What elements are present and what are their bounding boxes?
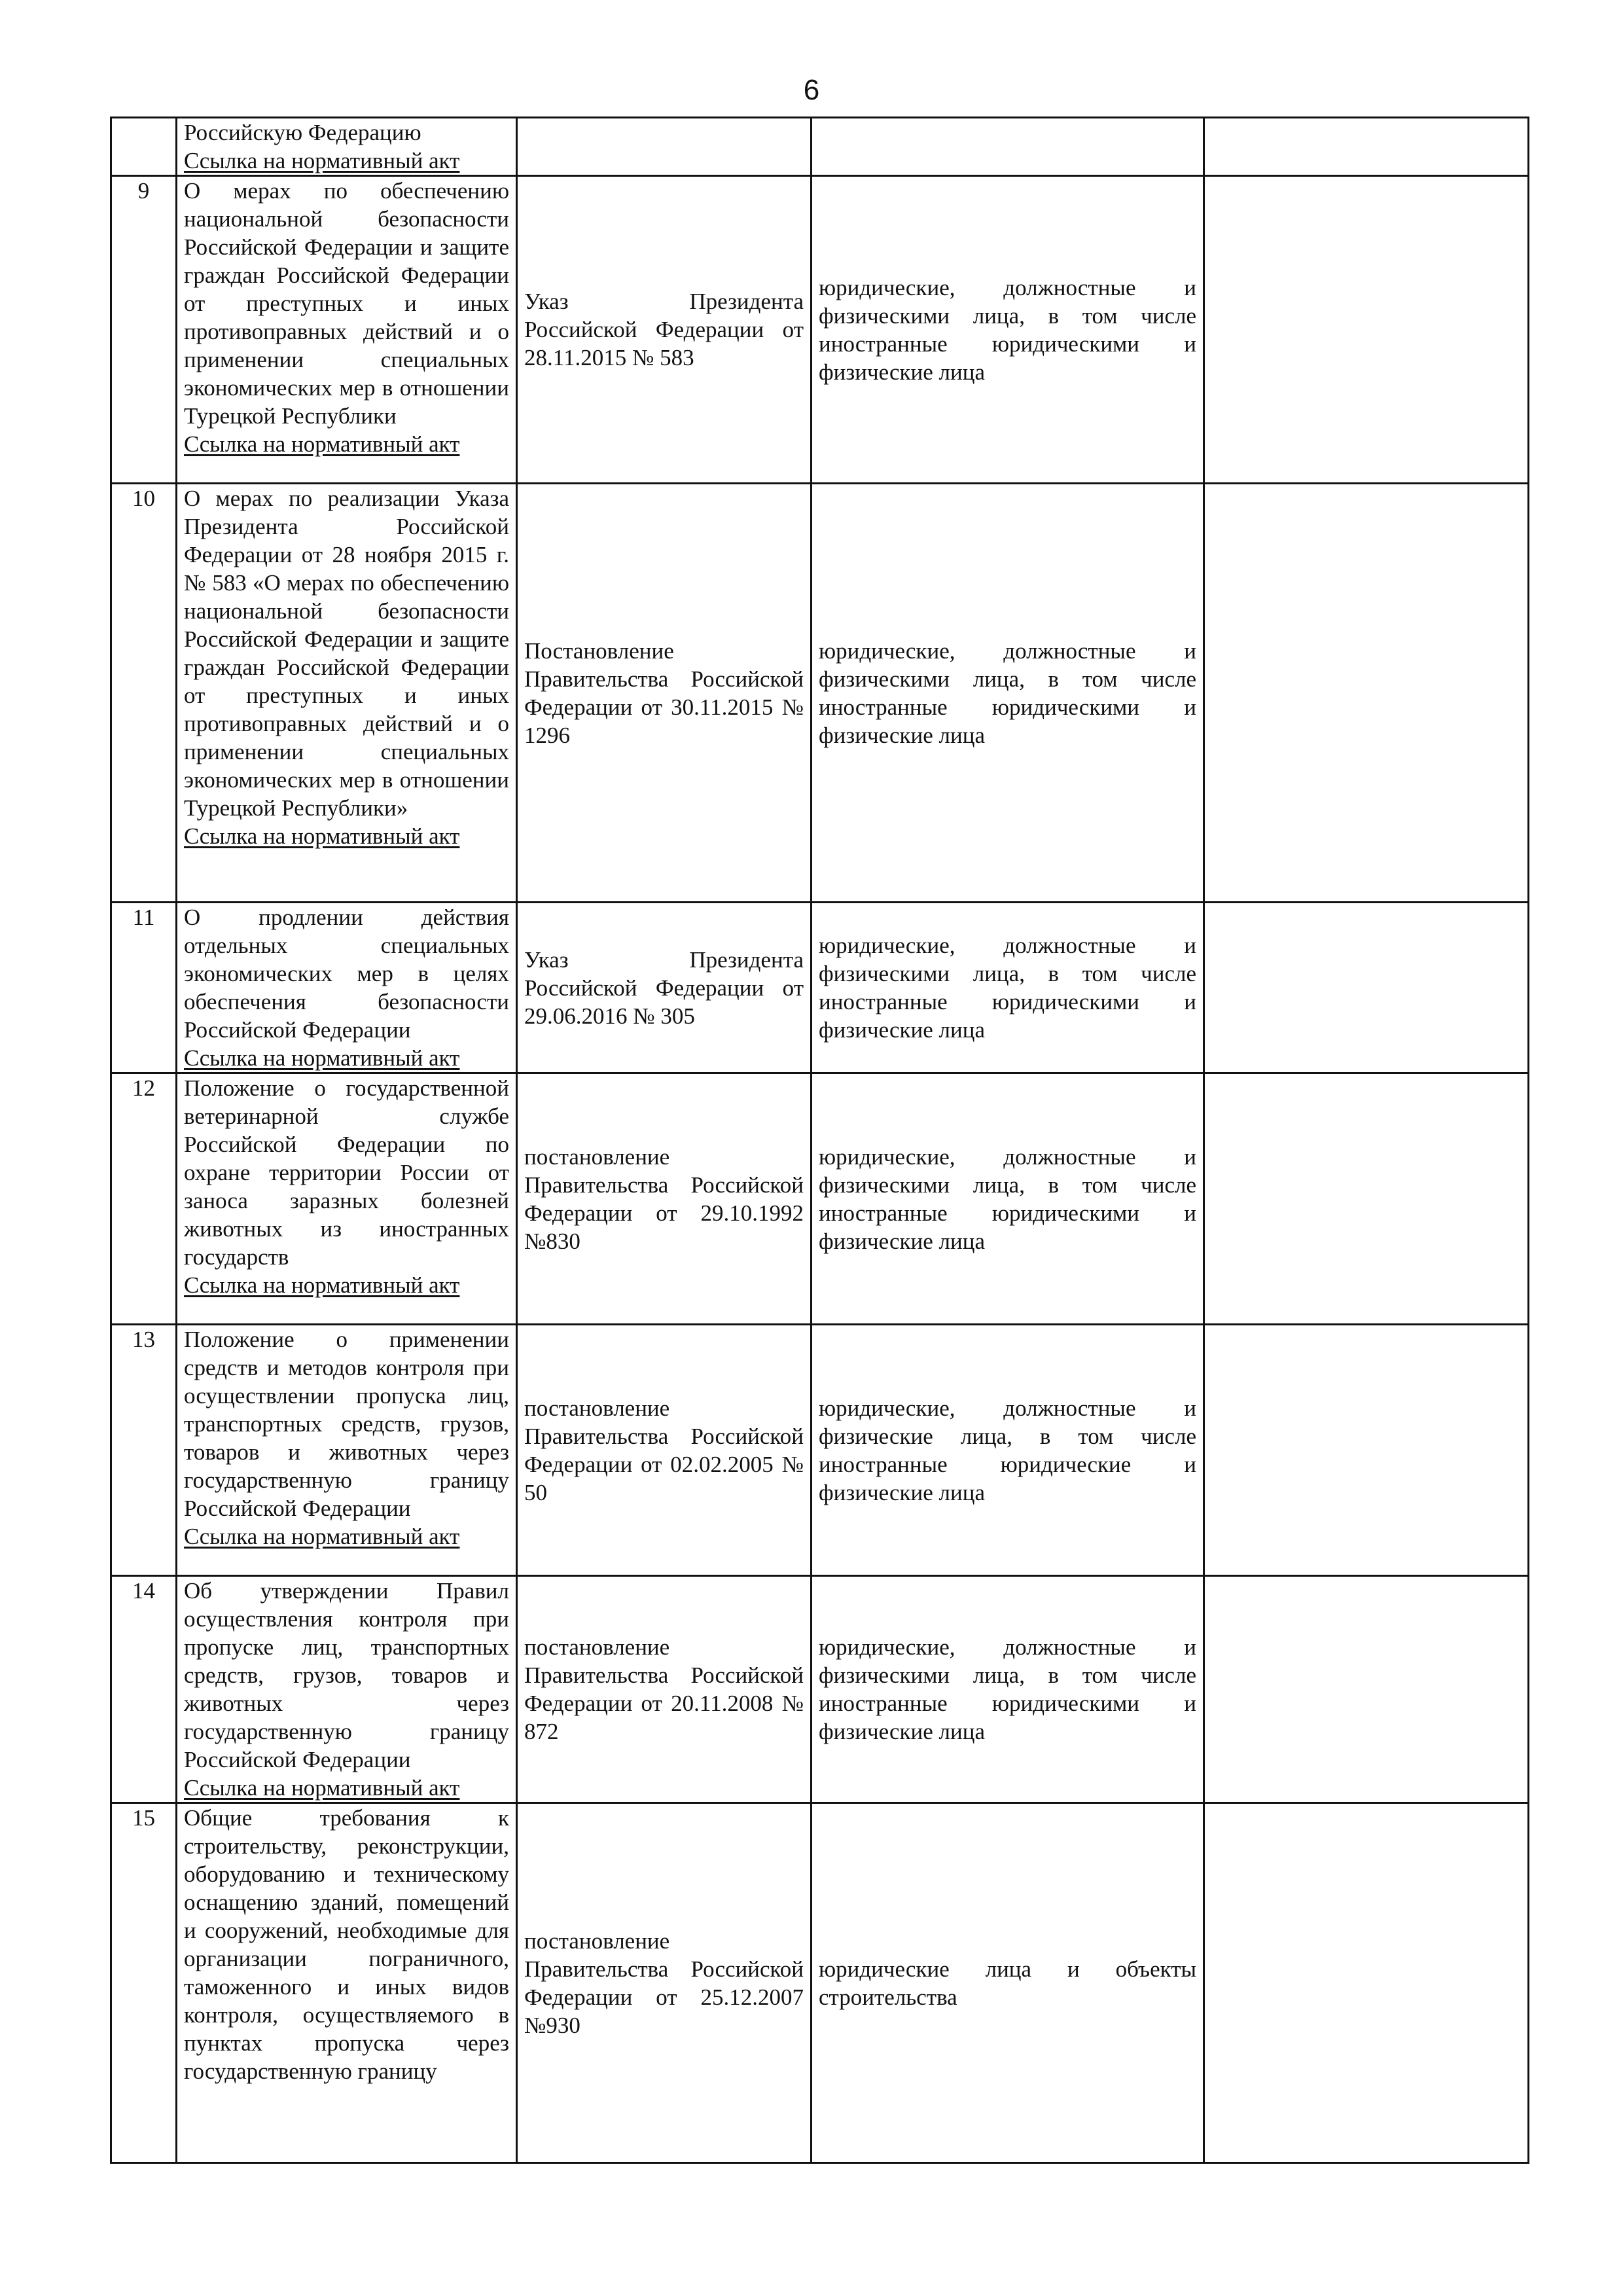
row-number: 12 (111, 1073, 177, 1325)
act-title: О мерах по реализации Указа Президента Российской Федерации от 28 ноября 2015 г. № 583 «О мерах по обеспечению национальной безопасности Российской Федерации и защите граждан Российской Федерации от преступных и иных противоправных действий и о применении специальных экономических мер в отношении Турецкой Республики» (184, 486, 509, 821)
subjects-cell: юридические, должностные и физическими лица, в том числе иностранные юридическими и физические лица (812, 1576, 1204, 1803)
act-title: Об утверждении Правил осуществления контроля при пропуске лиц, транспортных средств, грузов, товаров и животных через государственную границу Российской Федерации (184, 1578, 509, 1772)
subjects-cell: юридические лица и объекты строительства (812, 1803, 1204, 2163)
table-row (111, 1073, 1529, 1325)
act-title-cell (177, 484, 517, 903)
act-reference: постановление Правительства Российской Федерации от 20.11.2008 № 872 (517, 1576, 812, 1803)
table-row (111, 484, 1529, 903)
act-reference: Постановление Правительства Российской Федерации от 30.11.2015 № 1296 (517, 484, 812, 903)
subjects-cell: юридические, должностные и физическими лица, в том числе иностранные юридическими и физические лица (812, 903, 1204, 1073)
act-reference: постановление Правительства Российской Федерации от 02.02.2005 № 50 (517, 1325, 812, 1576)
empty-cell (1204, 1073, 1529, 1325)
row-number: 9 (111, 176, 177, 484)
table-row (111, 118, 1529, 176)
empty-cell (1204, 118, 1529, 176)
row-number: 11 (111, 903, 177, 1073)
act-title-cell (177, 1073, 517, 1325)
empty-cell (1204, 1803, 1529, 2163)
act-title-cell (177, 903, 517, 1073)
page-number: 6 (803, 74, 820, 106)
act-title: О мерах по обеспечению национальной безопасности Российской Федерации и защите граждан Российской Федерации от преступных и иных противоправных действий и о применении специальных экономических мер в отношении Турецкой Республики (184, 178, 509, 429)
subjects-cell: юридические, должностные и физическими лица, в том числе иностранные юридическими и физические лица (812, 1073, 1204, 1325)
act-title: Российскую Федерацию (184, 120, 421, 145)
row-number: 15 (111, 1803, 177, 2163)
act-title: Положение о государственной ветеринарной службе Российской Федерации по охране территории России от заноса заразных болезней животных из иностранных государств (184, 1075, 509, 1270)
act-title-cell (177, 118, 517, 176)
subjects-cell: юридические, должностные и физические лица, в том числе иностранные юридические и физические лица (812, 1325, 1204, 1576)
table-row (111, 1325, 1529, 1576)
act-title-cell (177, 1803, 517, 2163)
table-row (111, 176, 1529, 484)
act-link[interactable]: Ссылка на нормативный акт (184, 431, 460, 457)
empty-cell (1204, 176, 1529, 484)
act-link[interactable]: Ссылка на нормативный акт (184, 823, 460, 849)
row-number: 13 (111, 1325, 177, 1576)
row-number (111, 118, 177, 176)
legal-acts-table (110, 117, 1529, 2164)
table-row (111, 1576, 1529, 1803)
act-title: Положение о применении средств и методов контроля при осуществлении пропуска лиц, транспортных средств, грузов, товаров и животных через государственную границу Российской Федерации (184, 1327, 509, 1521)
subjects-cell: юридические, должностные и физическими лица, в том числе иностранные юридическими и физические лица (812, 484, 1204, 903)
act-title-cell (177, 176, 517, 484)
empty-cell (1204, 1576, 1529, 1803)
subjects-cell (812, 118, 1204, 176)
act-title-cell (177, 1325, 517, 1576)
act-reference (517, 118, 812, 176)
act-link[interactable]: Ссылка на нормативный акт (184, 1045, 460, 1071)
act-link[interactable]: Ссылка на нормативный акт (184, 1775, 460, 1801)
act-reference: постановление Правительства Российской Федерации от 29.10.1992 №830 (517, 1073, 812, 1325)
empty-cell (1204, 1325, 1529, 1576)
row-number: 14 (111, 1576, 177, 1803)
act-link[interactable]: Ссылка на нормативный акт (184, 1272, 460, 1298)
empty-cell (1204, 903, 1529, 1073)
act-title-cell (177, 1576, 517, 1803)
act-reference: Указ Президента Российской Федерации от 28.11.2015 № 583 (517, 176, 812, 484)
row-number: 10 (111, 484, 177, 903)
act-link[interactable]: Ссылка на нормативный акт (184, 148, 460, 173)
act-reference: постановление Правительства Российской Федерации от 25.12.2007 №930 (517, 1803, 812, 2163)
table-row (111, 903, 1529, 1073)
empty-cell (1204, 484, 1529, 903)
subjects-cell: юридические, должностные и физическими лица, в том числе иностранные юридическими и физические лица (812, 176, 1204, 484)
act-title: Общие требования к строительству, реконструкции, оборудованию и техническому оснащению зданий, помещений и сооружений, необходимые для организации пограничного, таможенного и иных видов контроля, осуществляемого в пунктах пропуска через государственную границу (184, 1805, 509, 2084)
act-reference: Указ Президента Российской Федерации от 29.06.2016 № 305 (517, 903, 812, 1073)
act-title: О продлении действия отдельных специальных экономических мер в целях обеспечения безопасности Российской Федерации (184, 905, 509, 1043)
act-link[interactable]: Ссылка на нормативный акт (184, 1524, 460, 1549)
table-row (111, 1803, 1529, 2163)
